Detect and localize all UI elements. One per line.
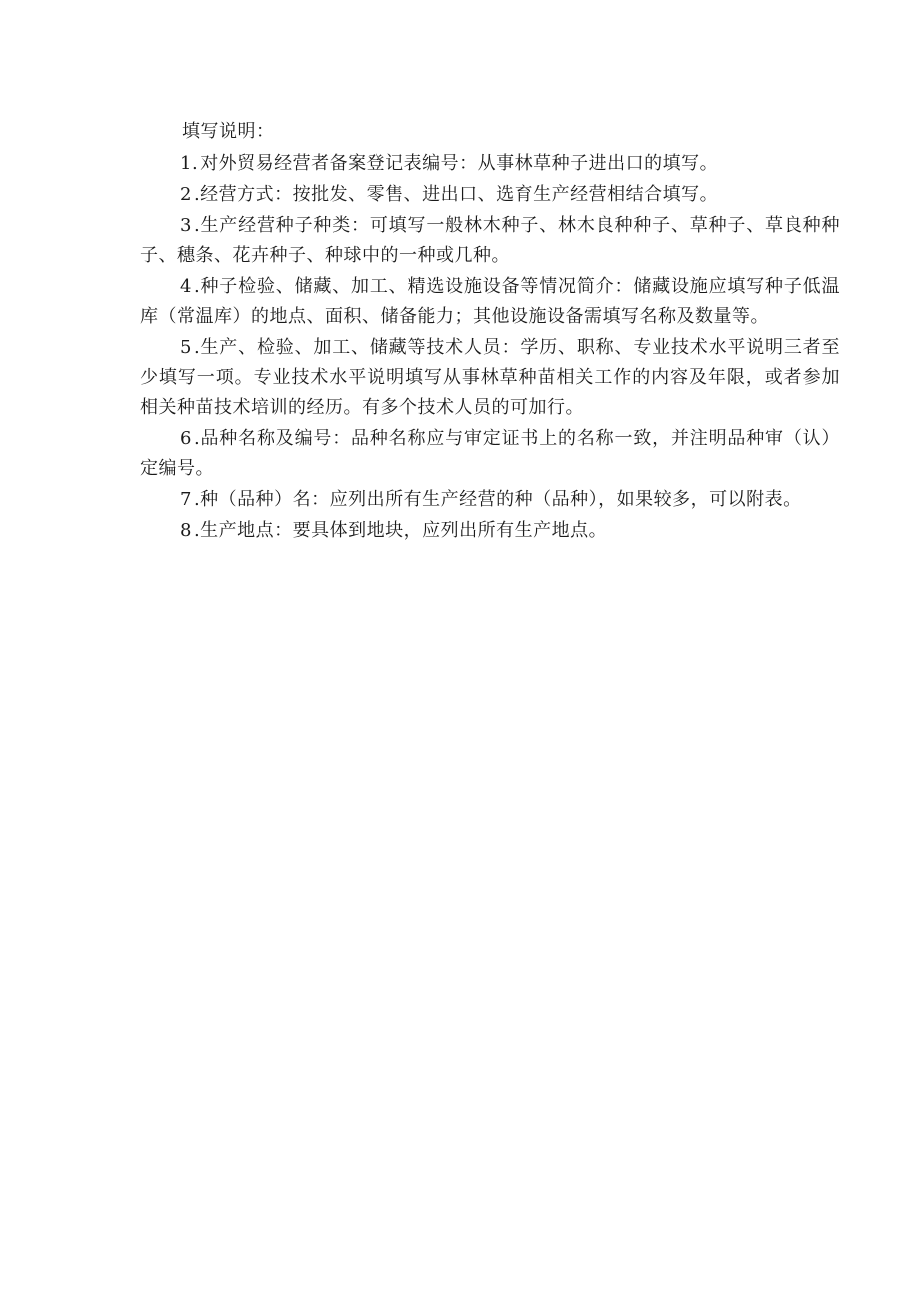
- item-number: 1.: [180, 153, 199, 174]
- instruction-item-1: [140, 149, 840, 179]
- instruction-item-2: [140, 180, 840, 210]
- instruction-item-7: [140, 485, 840, 515]
- item-text: .品种名称及编号：品种名称应与审定证书上的名称一致，并注明品种审（认）定编号。: [140, 428, 840, 479]
- item-number: 8: [180, 520, 192, 541]
- document-page: [140, 117, 840, 547]
- item-text: .生产地点：要具体到地块，应列出所有生产地点。: [193, 520, 608, 541]
- item-number: 5: [180, 337, 192, 358]
- instruction-item-3: [140, 211, 840, 271]
- item-number: 3: [180, 215, 192, 236]
- item-text: .种子检验、储藏、加工、精选设施设备等情况简介：储藏设施应填写种子低温库（常温库）的地点、面积、储备能力；其他设施设备需填写名称及数量等。: [140, 276, 840, 327]
- instruction-item-8: [140, 516, 840, 546]
- item-number: 2: [180, 184, 192, 205]
- item-text: .生产、检验、加工、储藏等技术人员：学历、职称、专业技术水平说明三者至少填写一项。专业技术水平说明填写从事林草种苗相关工作的内容及年限，或者参加相关种苗技术培训的经历。有多个技术人员的可加行。: [140, 337, 840, 418]
- instructions-heading: 填写说明：: [182, 121, 275, 142]
- instruction-item-4: [140, 272, 840, 332]
- instruction-item-5: [140, 333, 840, 423]
- item-number: 7: [180, 489, 192, 510]
- item-text: .种（品种）名：应列出所有生产经营的种（品种），如果较多，可以附表。: [193, 489, 802, 510]
- item-text: 对外贸易经营者备案登记表编号：从事林草种子进出口的填写。: [200, 153, 719, 174]
- item-text: .生产经营种子种类：可填写一般林木种子、林木良种种子、草种子、草良种种子、穗条、花卉种子、种球中的一种或几种。: [140, 215, 840, 266]
- item-text: .经营方式：按批发、零售、进出口、选育生产经营相结合填写。: [193, 184, 719, 205]
- instruction-item-6: [140, 424, 840, 484]
- item-number: 6: [180, 428, 192, 449]
- item-number: 4: [180, 276, 192, 297]
